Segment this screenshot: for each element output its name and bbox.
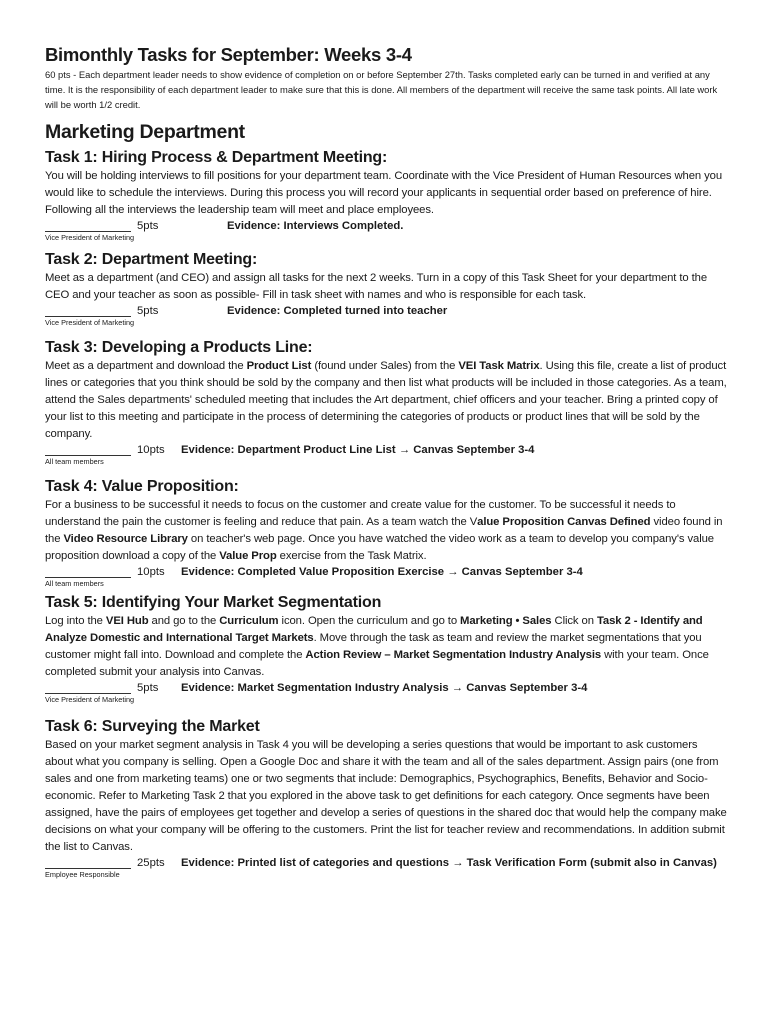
evidence-destination: Task Verification Form (submit also in Canvas) bbox=[466, 857, 717, 869]
evidence-text: Evidence: Completed Value Proposition Exercise bbox=[181, 566, 445, 578]
arrow-right-icon: → bbox=[448, 682, 467, 694]
task-1 bbox=[45, 148, 728, 243]
evidence-destination: Canvas September 3-4 bbox=[461, 566, 583, 578]
task-description bbox=[45, 737, 728, 856]
description-text: exercise from the Task Matrix. bbox=[276, 550, 427, 562]
responsible-role: Vice President of Marketing bbox=[45, 318, 135, 327]
bold-reference: VEI Hub bbox=[105, 615, 149, 627]
task-description bbox=[45, 270, 728, 304]
task-title: Task 4: Value Proposition: bbox=[45, 478, 239, 495]
description-text: For a business to be successful it needs to focus on the customer and create value for the customer. To be successful it needs to understand the pain the customer is feeling and reduce that pain. As a team watch the V bbox=[45, 499, 676, 528]
task-3 bbox=[45, 338, 728, 467]
signature-line bbox=[45, 455, 131, 456]
department-heading: Marketing Department bbox=[45, 121, 245, 143]
arrow-right-icon: → bbox=[444, 566, 462, 578]
signature-line bbox=[45, 693, 131, 694]
task-description bbox=[45, 168, 728, 219]
description-text: Meet as a department and download the bbox=[45, 360, 247, 372]
responsible-role: Vice President of Marketing bbox=[45, 233, 135, 242]
description-text: Log into the bbox=[45, 615, 106, 627]
evidence-text: Evidence: Market Segmentation Industry Analysis bbox=[181, 682, 449, 694]
signature-line bbox=[45, 577, 131, 578]
signature-line bbox=[45, 231, 131, 232]
signature-row bbox=[45, 681, 728, 705]
task-points: 10pts bbox=[137, 444, 165, 456]
document-page bbox=[45, 44, 728, 880]
signature-line bbox=[45, 316, 131, 317]
task-title: Task 1: Hiring Process & Department Meeting: bbox=[45, 149, 388, 166]
responsible-role: All team members bbox=[45, 579, 104, 588]
description-text: icon. Open the curriculum and go to bbox=[278, 615, 461, 627]
evidence-text: Evidence: Printed list of categories and questions bbox=[181, 857, 450, 869]
responsible-role: All team members bbox=[45, 457, 104, 466]
arrow-right-icon: → bbox=[395, 444, 414, 456]
task-evidence bbox=[181, 443, 534, 457]
description-text: Click on bbox=[551, 615, 597, 627]
signature-row bbox=[45, 443, 728, 467]
bold-reference: Action Review – Market Segmentation Industry Analysis bbox=[305, 649, 602, 661]
task-2 bbox=[45, 250, 728, 328]
description-text: . Move through the task as team and review the market segmentations that you customer might fall into. Download and complete the bbox=[45, 632, 702, 661]
responsible-role: Vice President of Marketing bbox=[45, 695, 135, 704]
task-evidence bbox=[227, 304, 447, 318]
task-6 bbox=[45, 717, 728, 880]
signature-row bbox=[45, 856, 728, 880]
responsible-role: Employee Responsible bbox=[45, 870, 120, 879]
signature-row bbox=[45, 565, 728, 589]
bold-reference: Product List bbox=[246, 360, 312, 372]
bold-reference: Video Resource Library bbox=[63, 533, 188, 545]
description-text: You will be holding interviews to fill positions for your department team. Coordinate with the Vice President of Human Resources when you would like to schedule the interviews. During this process you will record your applicants in sequential order based on preference of hire. Following all the interviews the leadership team will meet and place employees. bbox=[45, 170, 723, 216]
description-text: Based on your market segment analysis in Task 4 you will be developing a series questions that would be important to ask customers about what you company is selling. Open a Google Doc and share it with the team and all of the sales department. Assign pairs (one from sales and one from marketing teams) one or two segments that include: Demographics, Psychographics, Benefits, Behavior and Socio-economic. Refer to Marketing Task 2 that you explored in the above task to get definitions for each category. Once segments have been assigned, have the pairs of employees get together and develop a series of questions in the shared doc that would help the company make decisions on what your company will be offering to the customers. Print the list for teacher review and recommendations. In addition submit the list to Canvas. bbox=[45, 739, 727, 853]
task-list bbox=[45, 148, 728, 880]
description-text: on teacher's web page. Once you have watched the video work as a team to develop you company's value proposition download a copy of the bbox=[45, 533, 714, 562]
bold-reference: Marketing • Sales bbox=[460, 615, 552, 627]
task-title: Task 6: Surveying the Market bbox=[45, 718, 260, 735]
task-points: 5pts bbox=[137, 305, 159, 317]
task-title: Task 5: Identifying Your Market Segmentation bbox=[45, 594, 382, 611]
description-text: video found in the bbox=[45, 516, 723, 545]
task-evidence bbox=[181, 565, 583, 579]
task-description bbox=[45, 497, 728, 565]
task-4 bbox=[45, 477, 728, 589]
task-points: 10pts bbox=[137, 566, 165, 578]
bold-reference: Curriculum bbox=[219, 615, 279, 627]
bold-reference: alue Proposition Canvas Defined bbox=[477, 516, 651, 528]
evidence-destination: Canvas September 3-4 bbox=[466, 682, 588, 694]
signature-line bbox=[45, 868, 131, 869]
task-description bbox=[45, 358, 728, 443]
bold-reference: VEI Task Matrix bbox=[458, 360, 540, 372]
evidence-destination: Canvas September 3-4 bbox=[413, 444, 535, 456]
task-title: Task 2: Department Meeting: bbox=[45, 251, 258, 268]
signature-row bbox=[45, 304, 728, 328]
description-text: Meet as a department (and CEO) and assign all tasks for the next 2 weeks. Turn in a copy of this Task Sheet for your department to the CEO and your teacher as soon as possible- Fill in task sheet with names and who is responsible for each task. bbox=[45, 272, 708, 301]
intro-text: 60 pts - Each department leader needs to show evidence of completion on or before September 27th. Tasks completed early can be turned in and verified at any time. It is the responsibility of each department leader to make sure that this is done. All members of the department will receive the same task points. All late work will be worth 1/2 credit. bbox=[45, 69, 718, 110]
signature-row bbox=[45, 219, 728, 243]
evidence-text: Evidence: Completed turned into teacher bbox=[227, 305, 448, 317]
document-title: Bimonthly Tasks for September: Weeks 3-4 bbox=[45, 44, 412, 65]
task-5 bbox=[45, 593, 728, 705]
task-evidence bbox=[181, 856, 717, 870]
arrow-right-icon: → bbox=[449, 857, 467, 869]
task-points: 25pts bbox=[137, 857, 165, 869]
bold-reference: Task 2 - Identify and Analyze Domestic and International Target Markets bbox=[45, 615, 703, 644]
task-evidence bbox=[181, 681, 587, 695]
task-description bbox=[45, 613, 728, 681]
description-text: with your team. Once completed submit your analysis into Canvas. bbox=[45, 649, 709, 678]
task-evidence bbox=[227, 219, 403, 233]
description-text: (found under Sales) from the bbox=[311, 360, 459, 372]
description-text: and go to the bbox=[148, 615, 220, 627]
evidence-text: Evidence: Department Product Line List bbox=[181, 444, 396, 456]
task-points: 5pts bbox=[137, 220, 159, 232]
bold-reference: Value Prop bbox=[219, 550, 277, 562]
task-title: Task 3: Developing a Products Line: bbox=[45, 339, 313, 356]
evidence-text: Evidence: Interviews Completed. bbox=[227, 220, 404, 232]
description-text: . Using this file, create a list of product lines or categories that you think should be sold by the company and then list what products will be included in those categories. As a team, attend the Sales departments' scheduled meeting that includes the Art department, chief officers and your teacher. Bring a printed copy of your list to this meeting and participate in the process of determining the categories of products or product lines that will be sold by the company. bbox=[45, 360, 727, 440]
task-points: 5pts bbox=[137, 682, 159, 694]
